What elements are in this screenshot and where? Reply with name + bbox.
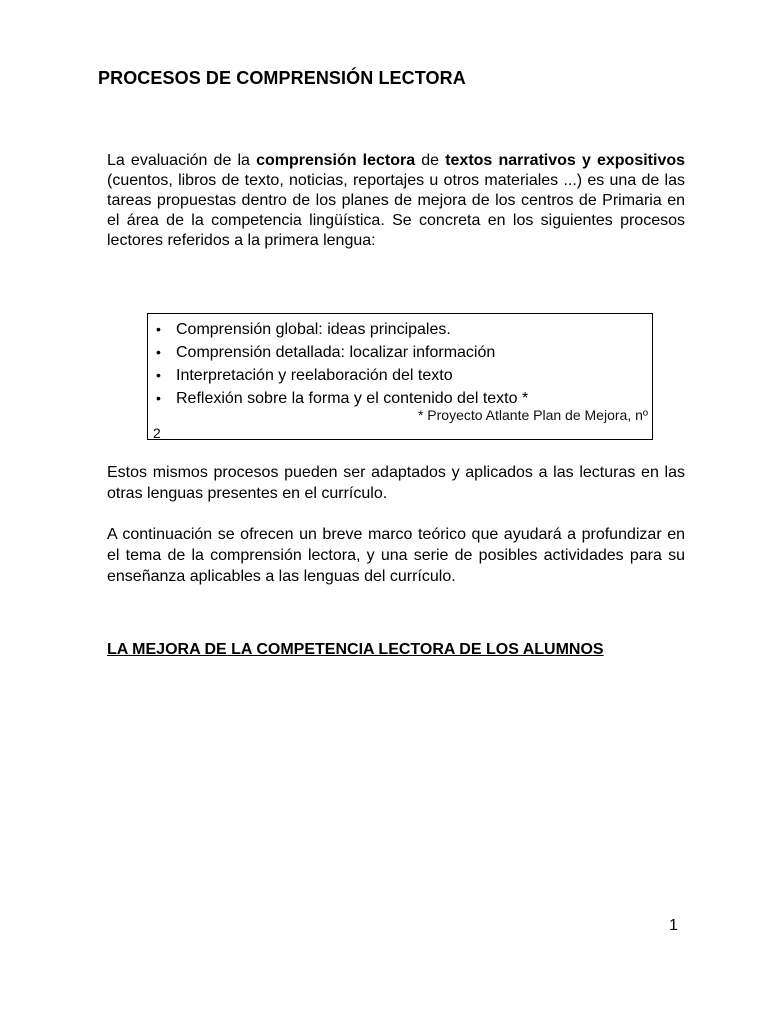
list-item: [154, 318, 648, 341]
list-item-text: Comprensión detallada: localizar información: [176, 344, 496, 361]
paragraph-framework: A continuación se ofrecen un breve marco teórico que ayudará a profundizar en el tema de la comprensión lectora, y una serie de posibles actividades para su enseñanza aplicables a las lenguas del currículo.: [107, 526, 685, 585]
bullet-icon: •: [156, 367, 161, 383]
list-item: [154, 341, 648, 364]
footnote-reference: * Proyecto Atlante Plan de Mejora, nº: [417, 407, 648, 423]
list-item: [154, 364, 648, 387]
processes-list: [154, 318, 648, 410]
processes-box: [147, 313, 653, 440]
intro-text-1: La evaluación de la: [107, 152, 257, 169]
bullet-icon: •: [156, 321, 161, 337]
list-item-text: Interpretación y reelaboración del texto: [176, 367, 453, 384]
page-number: 1: [669, 917, 678, 934]
intro-text-3: (cuentos, libros de texto, noticias, reportajes u otros materiales ...) es una de las tareas propuestas dentro de los planes de mejora de los centros de Primaria en el área de la competencia lingüística. Se concreta en los siguientes procesos lectores referidos a la primera lengua:: [107, 172, 685, 249]
paragraph-adaptation: Estos mismos procesos pueden ser adaptados y aplicados a las lecturas en las otras lenguas presentes en el currículo.: [107, 464, 685, 502]
section-subtitle: LA MEJORA DE LA COMPETENCIA LECTORA DE LOS ALUMNOS: [107, 641, 604, 658]
bullet-icon: •: [156, 344, 161, 360]
intro-paragraph: [107, 151, 685, 251]
list-item-text: Comprensión global: ideas principales.: [176, 321, 451, 338]
list-item-text: Reflexión sobre la forma y el contenido del texto *: [176, 390, 529, 407]
bullet-icon: •: [156, 390, 161, 406]
page-title: PROCESOS DE COMPRENSIÓN LECTORA: [98, 68, 466, 88]
footnote-reference-continued: 2: [153, 425, 161, 441]
intro-text-2: de: [415, 152, 446, 169]
intro-bold-textos: textos narrativos y expositivos: [445, 152, 686, 169]
intro-bold-comprension: comprensión lectora: [256, 152, 416, 169]
